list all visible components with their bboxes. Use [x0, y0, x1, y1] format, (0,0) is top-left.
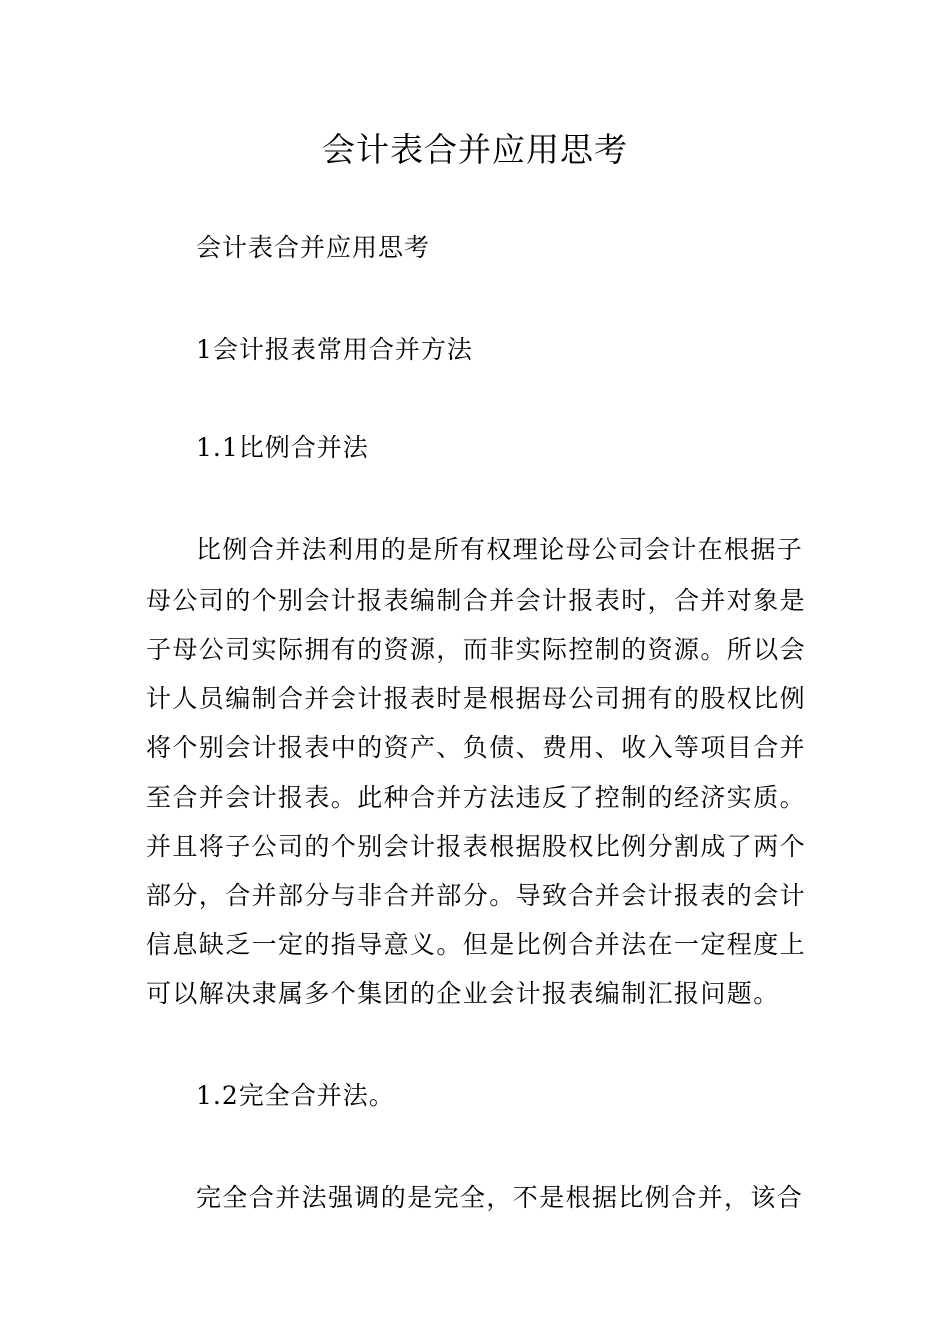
paragraph-line: 并且将子公司的个别会计报表根据股权比例分割成了两个	[146, 832, 807, 861]
section-1-heading: 1会计报表常用合并方法	[196, 335, 473, 364]
paragraph-line: 信息缺乏一定的指导意义。但是比例合并法在一定程度上	[146, 930, 807, 959]
paragraph-line: 比例合并法利用的是所有权理论母公司会计在根据子	[196, 535, 804, 564]
paragraph-line: 可以解决隶属多个集团的企业会计报表编制汇报问题。	[146, 979, 780, 1008]
document-subtitle: 会计表合并应用思考	[196, 233, 431, 262]
section-1-2-heading: 1.2完全合并法。	[196, 1081, 395, 1110]
paragraph-line: 母公司的个别会计报表编制合并会计报表时，合并对象是	[146, 586, 807, 615]
paragraph-line: 至合并会计报表。此种合并方法违反了控制的经济实质。	[146, 783, 807, 812]
paragraph-line: 完全合并法强调的是完全，不是根据比例合并，该合	[196, 1183, 804, 1212]
section-1-1-heading: 1.1比例合并法	[196, 433, 369, 462]
paragraph-line: 将个别会计报表中的资产、负债、费用、收入等项目合并	[146, 733, 807, 762]
document-title: 会计表合并应用思考	[322, 130, 628, 169]
paragraph-line: 部分，合并部分与非合并部分。导致合并会计报表的会计	[146, 881, 807, 910]
paragraph-line: 子母公司实际拥有的资源，而非实际控制的资源。所以会	[146, 635, 807, 664]
paragraph-line: 计人员编制合并会计报表时是根据母公司拥有的股权比例	[146, 684, 807, 713]
